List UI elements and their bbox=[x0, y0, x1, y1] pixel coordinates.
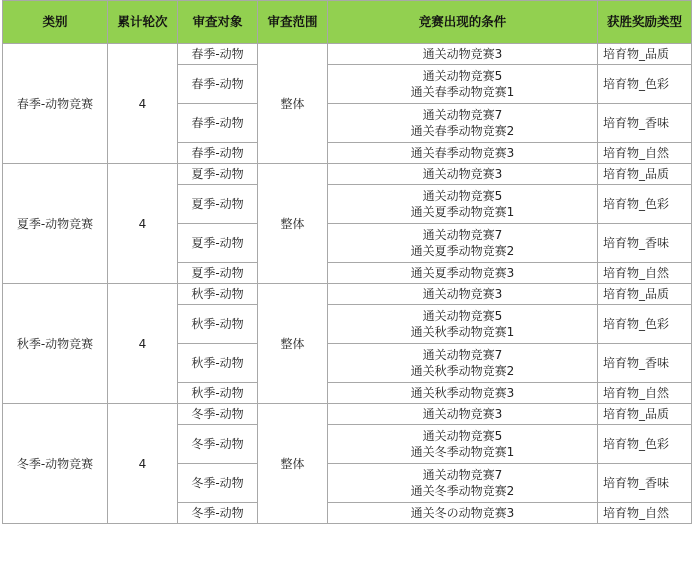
target-cell: 夏季-动物 bbox=[178, 164, 258, 185]
condition-cell bbox=[328, 383, 598, 404]
reward-cell: 培育物_香味 bbox=[598, 224, 692, 263]
target-cell: 夏季-动物 bbox=[178, 263, 258, 284]
target-cell: 冬季-动物 bbox=[178, 404, 258, 425]
reward-cell: 培育物_香味 bbox=[598, 104, 692, 143]
header-category: 类别 bbox=[3, 1, 108, 44]
reward-cell: 培育物_色彩 bbox=[598, 185, 692, 224]
condition-line: 通关动物竞赛7 bbox=[422, 228, 503, 242]
target-cell: 秋季-动物 bbox=[178, 383, 258, 404]
condition-line: 通关夏季动物竞赛3 bbox=[410, 266, 515, 280]
header-target: 审查对象 bbox=[178, 1, 258, 44]
header-scope: 审查范围 bbox=[258, 1, 328, 44]
condition-line: 通关动物竞赛5 bbox=[422, 189, 503, 203]
condition-line: 通关动物竞赛7 bbox=[422, 348, 503, 362]
rounds-cell: 4 bbox=[108, 164, 178, 284]
condition-line: 通关动物竞赛5 bbox=[422, 309, 503, 323]
scope-cell: 整体 bbox=[258, 44, 328, 164]
target-cell: 春季-动物 bbox=[178, 44, 258, 65]
target-cell: 秋季-动物 bbox=[178, 305, 258, 344]
reward-cell: 培育物_自然 bbox=[598, 143, 692, 164]
category-cell: 秋季-动物竞赛 bbox=[3, 284, 108, 404]
condition-line: 通关夏季动物竞赛1 bbox=[410, 205, 515, 219]
rounds-cell: 4 bbox=[108, 44, 178, 164]
condition-line: 通关动物竞赛3 bbox=[422, 47, 503, 61]
table-row bbox=[3, 44, 692, 65]
condition-line: 通关动物竞赛5 bbox=[422, 429, 503, 443]
condition-cell bbox=[328, 464, 598, 503]
season-contest-table bbox=[2, 0, 692, 524]
condition-cell bbox=[328, 284, 598, 305]
header-rounds: 累计轮次 bbox=[108, 1, 178, 44]
category-cell: 夏季-动物竞赛 bbox=[3, 164, 108, 284]
condition-cell bbox=[328, 104, 598, 143]
table-row bbox=[3, 404, 692, 425]
scope-cell: 整体 bbox=[258, 284, 328, 404]
category-cell: 冬季-动物竞赛 bbox=[3, 404, 108, 524]
condition-cell bbox=[328, 143, 598, 164]
condition-line: 通关冬季动物竞赛1 bbox=[410, 445, 515, 459]
target-cell: 冬季-动物 bbox=[178, 464, 258, 503]
target-cell: 春季-动物 bbox=[178, 65, 258, 104]
scope-cell: 整体 bbox=[258, 404, 328, 524]
condition-line: 通关春季动物竞赛1 bbox=[410, 85, 515, 99]
target-cell: 春季-动物 bbox=[178, 104, 258, 143]
reward-cell: 培育物_品质 bbox=[598, 284, 692, 305]
condition-line: 通关动物竞赛3 bbox=[422, 167, 503, 181]
reward-cell: 培育物_香味 bbox=[598, 464, 692, 503]
target-cell: 夏季-动物 bbox=[178, 185, 258, 224]
target-cell: 秋季-动物 bbox=[178, 344, 258, 383]
condition-cell bbox=[328, 44, 598, 65]
condition-line: 通关动物竞赛5 bbox=[422, 69, 503, 83]
scope-cell: 整体 bbox=[258, 164, 328, 284]
condition-cell bbox=[328, 65, 598, 104]
reward-cell: 培育物_自然 bbox=[598, 503, 692, 524]
condition-line: 通关冬季动物竞赛2 bbox=[410, 484, 515, 498]
reward-cell: 培育物_色彩 bbox=[598, 65, 692, 104]
target-cell: 冬季-动物 bbox=[178, 503, 258, 524]
target-cell: 春季-动物 bbox=[178, 143, 258, 164]
condition-line: 通关秋季动物竞赛1 bbox=[410, 325, 515, 339]
target-cell: 冬季-动物 bbox=[178, 425, 258, 464]
reward-cell: 培育物_自然 bbox=[598, 383, 692, 404]
condition-line: 通关动物竞赛7 bbox=[422, 468, 503, 482]
condition-cell bbox=[328, 503, 598, 524]
condition-line: 通关春季动物竞赛3 bbox=[410, 146, 515, 160]
condition-line: 通关动物竞赛3 bbox=[422, 407, 503, 421]
condition-cell bbox=[328, 425, 598, 464]
condition-line: 通关春季动物竞赛2 bbox=[410, 124, 515, 138]
condition-line: 通关夏季动物竞赛2 bbox=[410, 244, 515, 258]
reward-cell: 培育物_香味 bbox=[598, 344, 692, 383]
reward-cell: 培育物_自然 bbox=[598, 263, 692, 284]
rounds-cell: 4 bbox=[108, 284, 178, 404]
header-reward: 获胜奖励类型 bbox=[598, 1, 692, 44]
reward-cell: 培育物_色彩 bbox=[598, 305, 692, 344]
condition-line: 通关冬の动物竞赛3 bbox=[410, 506, 515, 520]
target-cell: 秋季-动物 bbox=[178, 284, 258, 305]
target-cell: 夏季-动物 bbox=[178, 224, 258, 263]
condition-cell bbox=[328, 185, 598, 224]
header-row bbox=[3, 1, 692, 44]
condition-line: 通关秋季动物竞赛2 bbox=[410, 364, 515, 378]
header-condition: 竞赛出现的条件 bbox=[328, 1, 598, 44]
condition-cell bbox=[328, 164, 598, 185]
condition-line: 通关动物竞赛3 bbox=[422, 287, 503, 301]
condition-cell bbox=[328, 344, 598, 383]
table-row bbox=[3, 164, 692, 185]
condition-cell bbox=[328, 305, 598, 344]
condition-line: 通关动物竞赛7 bbox=[422, 108, 503, 122]
condition-cell bbox=[328, 224, 598, 263]
reward-cell: 培育物_品质 bbox=[598, 404, 692, 425]
condition-cell bbox=[328, 404, 598, 425]
rounds-cell: 4 bbox=[108, 404, 178, 524]
table-row bbox=[3, 284, 692, 305]
reward-cell: 培育物_色彩 bbox=[598, 425, 692, 464]
reward-cell: 培育物_品质 bbox=[598, 164, 692, 185]
condition-cell bbox=[328, 263, 598, 284]
category-cell: 春季-动物竞赛 bbox=[3, 44, 108, 164]
condition-line: 通关秋季动物竞赛3 bbox=[410, 386, 515, 400]
reward-cell: 培育物_品质 bbox=[598, 44, 692, 65]
